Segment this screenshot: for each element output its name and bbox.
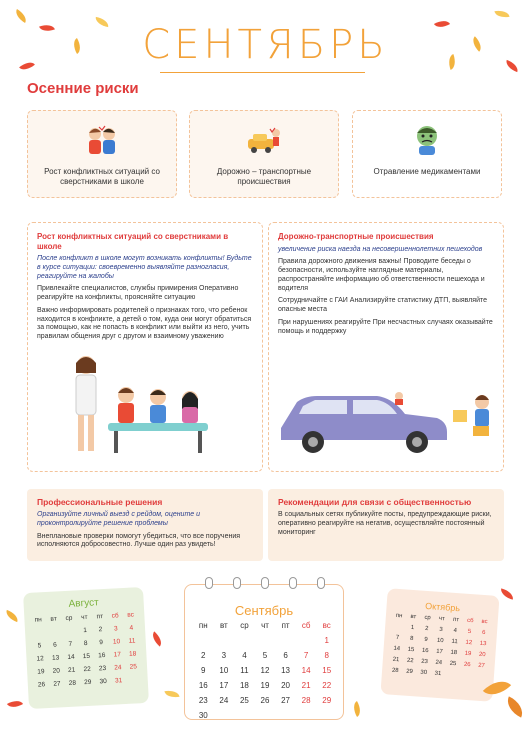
- calendar-day: 21: [392, 656, 400, 664]
- calendar-day: [126, 676, 142, 684]
- weekday-label: пн: [395, 612, 403, 620]
- calendar-day: 16: [198, 681, 208, 690]
- calendar-day: 29: [405, 668, 414, 676]
- calendar-day: 22: [406, 657, 414, 665]
- box-paragraph: Сотрудничайте с ГАИ Анализируйте статистику ДТП, выявляйте опасные места: [278, 297, 488, 314]
- box-paragraph: Важно информировать родителей о признаках того, что ребенок находится в конфликте, а детей о том, куда они могут обратиться за помощью, как не попасть в конфликт или выйти из него, учить правилам общения друг с другом и взаимному уважению: [37, 306, 252, 341]
- calendar-day: 10: [219, 666, 229, 675]
- calendar-day: 3: [439, 626, 443, 634]
- calendar-day: 6: [52, 641, 57, 649]
- calendar-day: 28: [301, 696, 311, 705]
- calendar-title: Октябрь: [424, 600, 461, 614]
- conflict-kids-icon: [84, 125, 120, 155]
- box-paragraph: При нарушениях реагируйте При несчастных случаях оказывайте помощь и поддержку: [278, 318, 493, 335]
- calendar-title: Август: [68, 597, 99, 610]
- calendar-day: 22: [322, 681, 332, 690]
- autumn-leaf-icon: [494, 9, 509, 19]
- calendar-day: 12: [260, 666, 270, 675]
- calendar-day: 15: [322, 666, 332, 675]
- professional-solutions-box: [27, 489, 263, 561]
- calendar-day: [234, 636, 255, 645]
- calendar-day: 5: [262, 651, 268, 660]
- weekday-label: пт: [96, 613, 104, 621]
- calendar-day: [296, 711, 317, 720]
- weekday-label: пт: [452, 616, 460, 624]
- calendar-day: 29: [84, 678, 92, 687]
- box-lead: увеличение риска наезда на несовершеннолетних пешеходов: [278, 245, 483, 253]
- calendar-day: 11: [451, 638, 458, 646]
- calendar-day: 7: [395, 634, 400, 642]
- weekday-label: чт: [261, 621, 269, 630]
- calendar-day: 13: [479, 640, 487, 648]
- calendar-grid: [30, 611, 142, 689]
- calendar-day: 2: [201, 651, 206, 660]
- calendar-day: 2: [424, 625, 429, 633]
- calendar-day: 25: [239, 696, 249, 705]
- calendar-day: 24: [435, 659, 443, 667]
- calendar-day: [214, 636, 235, 645]
- autumn-leaf-icon: [499, 588, 515, 599]
- weekday-label: сб: [466, 617, 474, 625]
- nurse-with-children-illustration: [68, 353, 228, 463]
- calendar-day: 28: [68, 679, 77, 687]
- weekday-label: вт: [50, 615, 57, 623]
- calendar-day: 4: [242, 651, 247, 660]
- calendar-day: [275, 636, 296, 645]
- calendar-day: 1: [324, 636, 329, 645]
- weekday-label: ср: [240, 621, 249, 630]
- calendar-day: 14: [67, 653, 75, 661]
- calendar-day: 3: [221, 651, 227, 660]
- calendar-title: Сентябрь: [234, 603, 294, 618]
- calendar-grid: [388, 613, 492, 681]
- risk-card-road-accidents: [189, 110, 339, 198]
- calendar-day: 30: [99, 677, 107, 686]
- calendar-day: 21: [67, 666, 76, 674]
- calendar-september: [184, 584, 344, 720]
- car-accident-icon: [246, 125, 282, 155]
- risk-card-poisoning: [352, 110, 502, 198]
- box-title: Профессиональные решения: [37, 497, 163, 507]
- calendar-august: [23, 587, 149, 709]
- calendar-day: 26: [260, 696, 270, 705]
- calendar-day: 20: [478, 651, 486, 659]
- calendar-day: 26: [37, 681, 46, 689]
- calendar-day: [214, 711, 235, 720]
- calendar-day: 19: [464, 650, 472, 658]
- calendar-day: [473, 673, 488, 680]
- calendar-day: 15: [407, 646, 415, 654]
- calendar-day: 10: [112, 638, 121, 646]
- calendar-day: 18: [239, 681, 249, 690]
- calendar-day: 12: [465, 639, 473, 647]
- box-paragraph: В социальных сетях публикуйте посты, предупреждающие риски, оперативно реагируйте на негатив, осуществляйте постоянный мониторинг: [278, 511, 492, 536]
- calendar-day: 20: [52, 667, 61, 675]
- road-info-box: [268, 222, 504, 472]
- calendar-day: 19: [37, 668, 45, 676]
- calendar-day: 18: [450, 649, 458, 657]
- calendar-day: 11: [240, 666, 249, 675]
- calendar-day: 29: [322, 696, 332, 705]
- autumn-leaf-icon: [503, 696, 527, 717]
- weekday-label: пн: [34, 616, 42, 624]
- section-title: Осенние риски: [27, 80, 139, 97]
- calendar-ring: [317, 577, 325, 589]
- calendar-day: 30: [198, 711, 208, 720]
- calendar-day: 18: [128, 650, 137, 658]
- calendar-october: [380, 588, 499, 702]
- autumn-leaf-icon: [350, 701, 364, 717]
- autumn-leaf-icon: [164, 689, 179, 699]
- calendar-day: 5: [467, 628, 472, 636]
- risk-card-conflicts: [27, 110, 177, 198]
- calendar-day: [459, 672, 474, 679]
- calendar-day: 17: [113, 651, 122, 659]
- calendar-day: [275, 711, 296, 720]
- weekday-label: ср: [65, 614, 73, 623]
- calendar-day: 25: [449, 660, 457, 668]
- weekday-label: чт: [81, 613, 88, 622]
- calendar-day: [255, 636, 276, 645]
- calendar-day: 16: [98, 651, 106, 660]
- autumn-leaf-icon: [149, 631, 165, 646]
- autumn-leaf-icon: [7, 697, 23, 711]
- weekday-label: вс: [127, 611, 135, 619]
- weekday-label: вс: [322, 621, 331, 630]
- calendar-day: 23: [198, 696, 208, 705]
- page-title: СЕНТЯБРЬ: [142, 22, 389, 68]
- calendar-day: 9: [99, 639, 104, 647]
- calendar-day: 2: [98, 626, 103, 634]
- calendar-day: 9: [424, 636, 428, 644]
- calendar-day: [46, 628, 62, 636]
- calendar-day: 1: [410, 624, 415, 632]
- poisoned-person-icon: [409, 125, 445, 155]
- calendar-day: 7: [303, 651, 309, 660]
- calendar-day: [193, 636, 214, 645]
- box-title: Рекомендации для связи с общественностью: [278, 497, 472, 507]
- calendar-day: 10: [436, 637, 444, 645]
- box-paragraph: Привлекайте специалистов, службы примирения Оперативно реагируйте на конфликты, проясняйте ситуацию: [37, 285, 239, 302]
- calendar-day: 23: [98, 664, 107, 673]
- calendar-day: [255, 711, 276, 720]
- calendar-ring: [289, 577, 297, 589]
- calendar-day: 8: [409, 635, 414, 643]
- risk-label: Дорожно – транспортные происшествия: [216, 167, 312, 186]
- calendar-day: 11: [128, 637, 136, 645]
- weekday-label: вт: [410, 613, 417, 621]
- conflict-info-box: [27, 222, 263, 472]
- calendar-day: 28: [391, 667, 399, 675]
- autumn-leaf-icon: [4, 610, 20, 622]
- calendar-day: 27: [53, 680, 61, 688]
- calendar-day: 20: [281, 681, 291, 690]
- box-title: Рост конфликтных ситуаций со сверстниками в школе: [37, 232, 229, 251]
- calendar-day: 9: [201, 666, 206, 675]
- calendar-day: 26: [463, 661, 471, 669]
- box-title: Дорожно-транспортные происшествия: [278, 232, 434, 241]
- calendar-day: 14: [301, 666, 311, 675]
- risk-label: Отравление медикаментами: [373, 167, 481, 176]
- calendar-day: 14: [393, 645, 401, 653]
- calendar-day: 3: [113, 625, 118, 633]
- public-relations-box: [268, 489, 504, 561]
- calendar-day: 25: [129, 663, 138, 671]
- weekday-label: вт: [219, 621, 228, 630]
- calendar-day: 17: [219, 681, 229, 690]
- calendar-day: [31, 629, 47, 637]
- car-and-boy-illustration: [277, 388, 497, 463]
- calendar-day: 4: [129, 624, 134, 632]
- weekday-label: сб: [301, 621, 311, 630]
- calendar-day: 22: [83, 665, 91, 674]
- calendar-day: [296, 636, 317, 645]
- weekday-label: пн: [198, 621, 208, 630]
- box-lead: После конфликт в школе могут возникать конфликты! Будьте в курсе ситуации: своевременно выявляйте разногласия, реагируйте на жалобы: [37, 255, 252, 280]
- calendar-ring: [261, 577, 269, 589]
- calendar-day: 17: [435, 648, 444, 656]
- weekday-label: ср: [424, 614, 431, 622]
- box-paragraph: Внеплановые проверки помогут убедиться, что все поручения исполняются добросовестно. Лучше один раз увидеть!: [37, 532, 241, 549]
- calendar-day: 6: [283, 651, 288, 660]
- calendar-day: 5: [37, 642, 42, 650]
- risk-label: Рост конфликтных ситуаций со сверстниками в школе: [44, 167, 160, 186]
- calendar-day: 1: [83, 626, 88, 635]
- weekday-label: пт: [281, 621, 290, 630]
- weekday-label: вс: [481, 618, 488, 626]
- calendar-day: 31: [434, 670, 442, 678]
- calendar-day: 13: [281, 666, 291, 675]
- calendar-day: 30: [420, 669, 428, 677]
- calendar-day: 27: [281, 696, 291, 705]
- calendar-day: 8: [324, 651, 329, 660]
- calendar-day: 15: [82, 652, 91, 661]
- calendar-ring: [233, 577, 241, 589]
- calendar-day: 8: [83, 639, 88, 648]
- weekday-label: чт: [438, 615, 445, 623]
- calendar-day: [234, 711, 255, 720]
- calendar-day: 13: [51, 654, 60, 662]
- box-paragraph: Правила дорожного движения важны! Проводите беседы о безопасности, используйте наглядные материалы, распространяйте информацию об ответственности пешехода и водителя: [278, 258, 485, 292]
- title-underline: [160, 72, 365, 73]
- calendar-day: 24: [114, 664, 122, 672]
- calendar-day: [391, 624, 406, 631]
- calendar-day: 31: [114, 677, 123, 685]
- calendar-day: 6: [481, 629, 486, 637]
- autumn-leaf-icon: [13, 9, 29, 23]
- calendar-day: [445, 671, 460, 678]
- calendar-ring: [205, 577, 213, 589]
- calendar-day: 7: [68, 640, 73, 648]
- calendar-day: 21: [301, 681, 311, 690]
- calendar-day: 12: [36, 655, 45, 663]
- box-lead: Организуйте личный выезд с рейдом, оцените и проконтролируйте решение проблемы: [37, 511, 201, 527]
- calendar-day: 23: [420, 658, 429, 666]
- calendar-day: 4: [453, 627, 458, 635]
- weekday-label: сб: [111, 612, 119, 620]
- calendar-day: 19: [260, 681, 270, 690]
- calendar-grid: [193, 621, 337, 720]
- calendar-day: 16: [421, 647, 429, 655]
- calendar-day: 27: [477, 662, 486, 670]
- calendar-day: 24: [219, 696, 229, 705]
- calendar-day: [62, 627, 78, 635]
- calendar-day: [316, 711, 337, 720]
